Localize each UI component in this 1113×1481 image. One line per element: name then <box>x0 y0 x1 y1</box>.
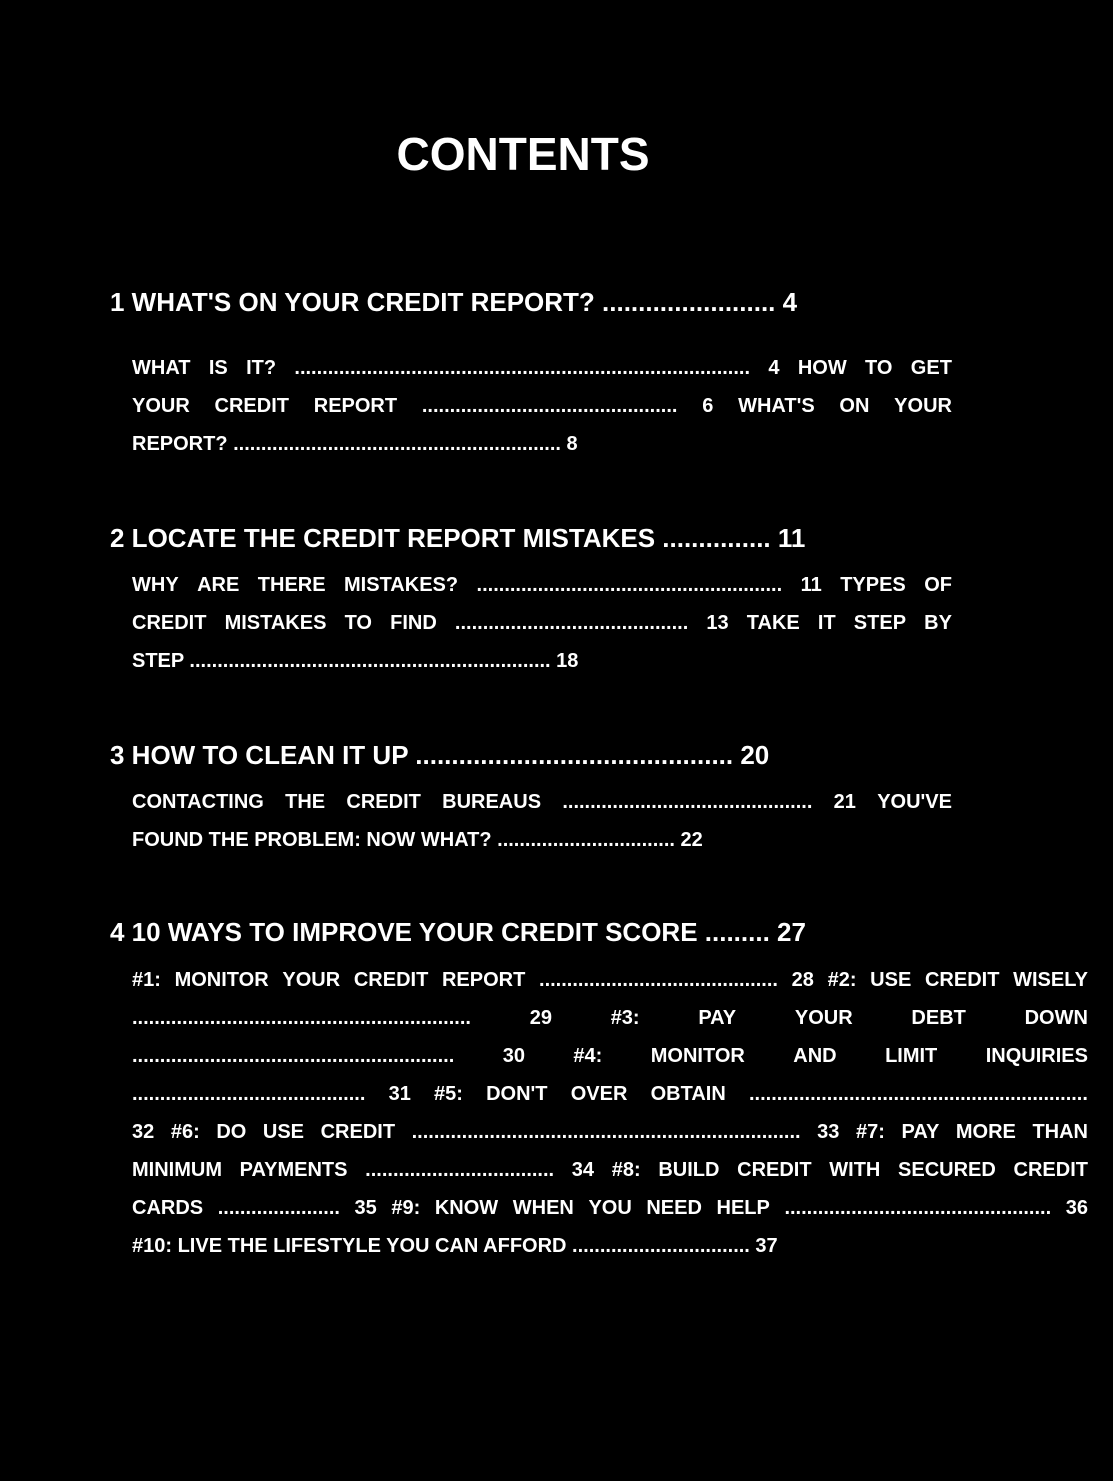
toc-word: THE <box>285 791 326 813</box>
toc-word: PAY <box>901 1121 940 1143</box>
toc-word: CREDIT <box>737 1159 812 1181</box>
toc-word: FOUND THE PROBLEM: NOW WHAT? ................................ 22 <box>132 829 703 851</box>
toc-word: IT <box>817 612 836 634</box>
toc-word: ................................................ <box>784 1197 1052 1219</box>
toc-word: #6: <box>170 1121 200 1143</box>
toc-word: 29 <box>529 1007 552 1029</box>
toc-word: 31 <box>388 1083 411 1105</box>
toc-word: ............................................. <box>562 791 813 813</box>
toc-word: STEP ................................................................. 18 <box>132 650 579 672</box>
toc-word: TYPES <box>840 574 906 596</box>
toc-word: 13 <box>706 612 729 634</box>
toc-word: AND <box>793 1045 837 1067</box>
toc-word: .......................................................... <box>132 1045 455 1067</box>
toc-word: YOUR <box>282 969 341 991</box>
toc-line <box>132 790 952 814</box>
toc-word: CARDS <box>132 1197 204 1219</box>
toc-word: REPORT? ........................................................... 8 <box>132 433 578 455</box>
toc-word: PAYMENTS <box>239 1159 348 1181</box>
toc-word: 28 <box>791 969 814 991</box>
toc-word: KNOW <box>434 1197 499 1219</box>
toc-word: MISTAKES <box>224 612 327 634</box>
toc-line <box>132 1234 778 1258</box>
toc-line <box>132 356 952 380</box>
toc-word: TAKE <box>746 612 800 634</box>
toc-word: FIND <box>390 612 437 634</box>
toc-word: OBTAIN <box>650 1083 726 1105</box>
toc-word: #9: <box>391 1197 421 1219</box>
toc-word: CREDIT <box>320 1121 396 1143</box>
toc-line <box>132 649 578 673</box>
toc-word: 11 <box>800 574 822 596</box>
toc-word: WHY <box>132 574 179 596</box>
chapter-heading: 3 HOW TO CLEAN IT UP ............................................ 20 <box>110 740 770 770</box>
toc-word: 32 <box>132 1121 155 1143</box>
toc-word: GET <box>910 357 952 379</box>
toc-word: ARE <box>197 574 240 596</box>
toc-word: YOUR <box>132 395 190 417</box>
toc-word: BY <box>924 612 952 634</box>
toc-word: PAY <box>698 1007 737 1029</box>
toc-word: YOU <box>588 1197 632 1219</box>
toc-word: MONITOR <box>174 969 269 991</box>
toc-word: BUREAUS <box>442 791 542 813</box>
toc-word: TO <box>865 357 893 379</box>
toc-word: TO <box>344 612 372 634</box>
toc-word: DEBT <box>911 1007 966 1029</box>
toc-word: #8: <box>611 1159 641 1181</box>
toc-word: DON'T <box>486 1083 548 1105</box>
toc-line <box>132 394 952 418</box>
toc-line <box>132 432 578 456</box>
toc-word: 4 <box>768 357 780 379</box>
toc-word: #2: <box>827 969 857 991</box>
toc-word: .............................................. <box>421 395 678 417</box>
toc-word: IT? <box>246 357 277 379</box>
toc-word: REPORT <box>313 395 398 417</box>
toc-word: WHAT'S <box>738 395 815 417</box>
toc-line <box>132 1006 1088 1030</box>
toc-word: LIMIT <box>885 1045 938 1067</box>
toc-word: ....................................................... <box>476 574 783 596</box>
toc-word: #3: <box>610 1007 640 1029</box>
toc-word: CREDIT <box>1013 1159 1088 1181</box>
toc-line <box>132 1158 1088 1182</box>
toc-word: HELP <box>716 1197 770 1219</box>
toc-word: CREDIT <box>214 395 289 417</box>
toc-word: 6 <box>702 395 714 417</box>
toc-word: IS <box>208 357 228 379</box>
toc-word: OF <box>924 574 952 596</box>
toc-word: #4: <box>573 1045 603 1067</box>
toc-word: 36 <box>1065 1197 1088 1219</box>
toc-word: NEED <box>646 1197 702 1219</box>
toc-word: ............................................................. <box>748 1083 1088 1105</box>
toc-word: CONTACTING <box>132 791 264 813</box>
toc-word: WHAT <box>132 357 191 379</box>
toc-word: 34 <box>571 1159 595 1181</box>
toc-word: USE <box>870 969 912 991</box>
toc-word: HOW <box>797 357 847 379</box>
toc-word: THAN <box>1032 1121 1088 1143</box>
toc-word: MONITOR <box>650 1045 745 1067</box>
toc-word: 35 <box>354 1197 377 1219</box>
toc-word: #10: LIVE THE LIFESTYLE YOU CAN AFFORD ................................ 37 <box>132 1235 778 1257</box>
toc-word: 33 <box>817 1121 840 1143</box>
toc-word: WISELY <box>1013 969 1088 991</box>
toc-word: .......................................... <box>132 1083 366 1105</box>
toc-line <box>132 1120 1088 1144</box>
toc-line <box>132 1196 1088 1220</box>
toc-word: DO <box>216 1121 247 1143</box>
toc-word: CREDIT <box>132 612 207 634</box>
toc-word: USE <box>262 1121 305 1143</box>
toc-word: YOU'VE <box>877 791 952 813</box>
toc-word: ............................................................. <box>132 1007 471 1029</box>
toc-word: YOUR <box>794 1007 853 1029</box>
toc-line <box>132 1044 1088 1068</box>
toc-word: ...................... <box>217 1197 340 1219</box>
toc-word: 30 <box>502 1045 525 1067</box>
toc-word: SECURED <box>898 1159 996 1181</box>
toc-word: 21 <box>833 791 856 813</box>
toc-word: .................................................................................. <box>294 357 751 379</box>
toc-line <box>132 611 952 635</box>
toc-word: ON <box>839 395 870 417</box>
toc-line <box>132 828 703 852</box>
toc-word: INQUIRIES <box>985 1045 1088 1067</box>
toc-word: REPORT <box>441 969 526 991</box>
toc-word: MORE <box>955 1121 1016 1143</box>
toc-word: CREDIT <box>353 969 429 991</box>
toc-word: BUILD <box>658 1159 720 1181</box>
toc-word: MISTAKES? <box>344 574 459 596</box>
toc-word: WITH <box>829 1159 881 1181</box>
chapter-heading: 2 LOCATE THE CREDIT REPORT MISTAKES ............... 11 <box>110 523 806 553</box>
toc-line <box>132 1082 1088 1106</box>
toc-word: .......................................... <box>454 612 689 634</box>
toc-word: CREDIT <box>924 969 1000 991</box>
toc-word: YOUR <box>894 395 952 417</box>
toc-word: OVER <box>570 1083 628 1105</box>
toc-word: #1: <box>132 969 161 991</box>
toc-word: WHEN <box>512 1197 574 1219</box>
toc-word: CREDIT <box>346 791 421 813</box>
toc-line <box>132 573 952 597</box>
chapter-heading: 4 10 WAYS TO IMPROVE YOUR CREDIT SCORE ......... 27 <box>110 917 806 947</box>
toc-word: #7: <box>856 1121 885 1143</box>
toc-word: #5: <box>434 1083 463 1105</box>
toc-word: THERE <box>257 574 326 596</box>
toc-word: ...................................................................... <box>411 1121 801 1143</box>
toc-line <box>132 968 1088 992</box>
page-title: CONTENTS <box>396 128 650 180</box>
toc-word: DOWN <box>1024 1007 1088 1029</box>
toc-word: ........................................... <box>539 969 778 991</box>
toc-word: .................................. <box>365 1159 555 1181</box>
chapter-heading: 1 WHAT'S ON YOUR CREDIT REPORT? ........................ 4 <box>110 287 798 317</box>
toc-word: STEP <box>853 612 907 634</box>
toc-word: MINIMUM <box>132 1159 222 1181</box>
